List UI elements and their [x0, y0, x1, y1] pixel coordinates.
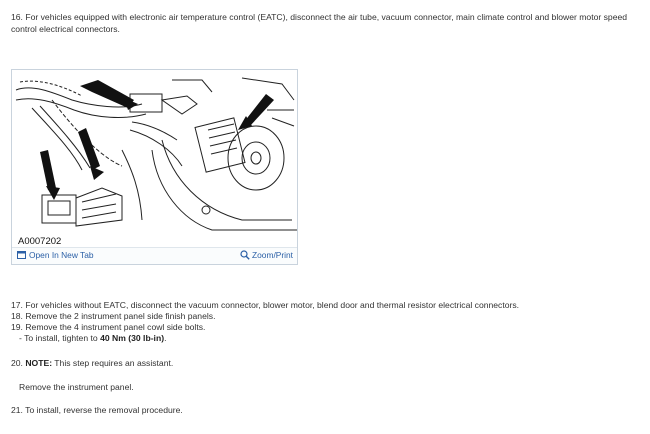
figure-toolbar	[12, 247, 297, 264]
note-label: NOTE:	[25, 358, 53, 368]
zoom-print-label: Zoom/Print	[252, 250, 293, 260]
substep-suffix: .	[164, 333, 167, 343]
open-in-new-tab-link[interactable]	[17, 250, 94, 260]
step-19-text: 19. Remove the 4 instrument panel cowl side bolts.	[11, 322, 206, 332]
step-20-number: 20.	[11, 358, 26, 368]
step-20-body: Remove the instrument panel.	[19, 382, 134, 392]
zoom-print-link[interactable]	[240, 250, 293, 260]
substep-prefix: - To install, tighten to	[19, 333, 101, 343]
step-21-text: 21. To install, reverse the removal procedure.	[11, 405, 183, 415]
note-text: This step requires an assistant.	[52, 358, 174, 368]
magnifier-icon	[240, 250, 250, 260]
technical-illustration	[12, 70, 297, 248]
step-19-substep	[19, 333, 166, 344]
step-16-text: 16. For vehicles equipped with electronic air temperature control (EATC), disconnect the air tube, vacuum connector, main climate control and blower motor speed control electrical connectors.	[11, 12, 628, 34]
figure-panel	[11, 69, 298, 265]
open-in-new-tab-label: Open In New Tab	[29, 250, 94, 260]
step-18-text: 18. Remove the 2 instrument panel side finish panels.	[11, 311, 216, 321]
figure-id-label: A0007202	[18, 236, 62, 247]
step-17-text: 17. For vehicles without EATC, disconnect the vacuum connector, blower motor, blend door and thermal resistor electrical connectors.	[11, 300, 520, 310]
torque-value: 40 Nm (30 lb-in)	[100, 333, 165, 343]
open-tab-icon	[17, 251, 26, 259]
step-20-text	[11, 358, 173, 369]
